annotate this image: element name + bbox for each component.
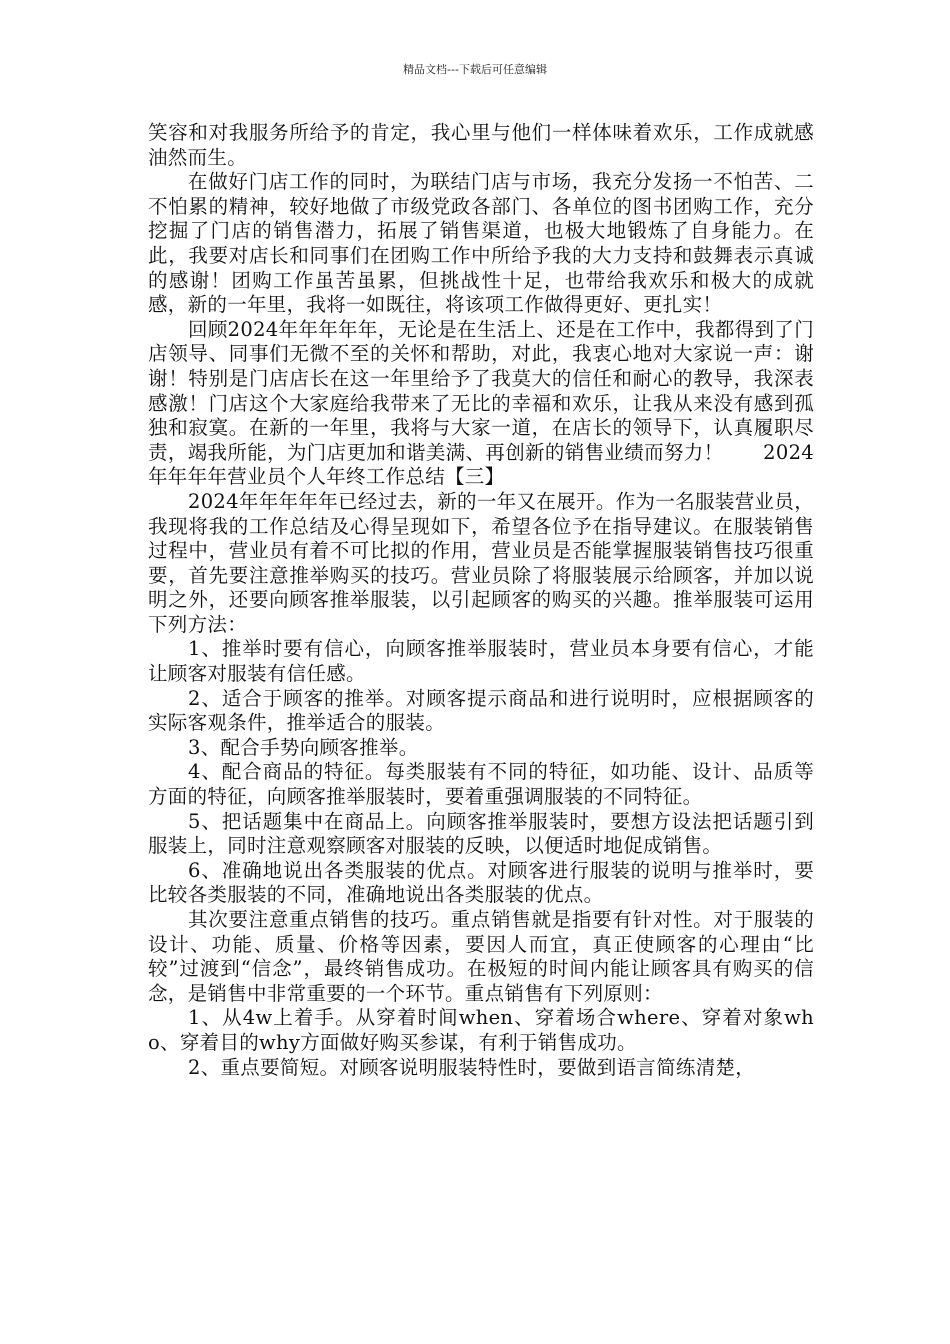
- list-item-2: 2、适合于顾客的推举。对顾客提示商品和进行说明时，应根据顾客的实际客观条件，推举适合的服装。: [148, 686, 814, 735]
- list-item-4: 4、配合商品的特征。每类服装有不同的特征，如功能、设计、品质等方面的特征，向顾客推举服装时，要着重强调服装的不同特征。: [148, 760, 814, 809]
- list-item-3: 3、配合手势向顾客推举。: [188, 735, 419, 759]
- paragraph-3: 回顾2024年年年年年，无论是在生活上、还是在工作中，我都得到了门店领导、同事们无微不至的关怀和帮助，对此，我衷心地对大家说一声：谢谢！特别是门店店长在这一年里给予了我莫大的信任和耐心的教导，我深表感激！门店这个大家庭给我带来了无比的幸福和欢乐，让我从来没有感到孤独和寂寞。在新的一年里，我将与大家一道，在店长的领导下，认真履职尽责，竭我所能，为门店更加和谐美满、再创新的销售业绩而努力！ 2024年年年年营业员个人年终工作总结【三】: [148, 317, 814, 489]
- list-item-8: 2、重点要简短。对顾客说明服装特性时，要做到语言简练清楚，: [188, 1055, 756, 1079]
- paragraph-2: 在做好门店工作的同时，为联结门店与市场，我充分发扬一不怕苦、二不怕累的精神，较好地做了市级党政各部门、各单位的图书团购工作，充分挖掘了门店的销售潜力，拓展了销售渠道，也极大地锻炼了自身能力。在此，我要对店长和同事们在团购工作中所给予我的大力支持和鼓舞表示真诚的感谢！团购工作虽苦虽累，但挑战性十足，也带给我欢乐和极大的成就感，新的一年里，我将一如既往，将该项工作做得更好、更扎实！: [148, 170, 814, 317]
- list-item-6: 6、准确地说出各类服装的优点。对顾客进行服装的说明与推举时，要比较各类服装的不同，准确地说出各类服装的优点。: [148, 858, 814, 907]
- list-item-7: 1、从4w上着手。从穿着时间when、穿着场合where、穿着对象who、穿着目的why方面做好购买参谋，有利于销售成功。: [148, 1006, 814, 1054]
- list-item-5: 5、把话题集中在商品上。向顾客推举服装时，要想方设法把话题引到服装上，同时注意观察顾客对服装的反映，以便适时地促成销售。: [148, 809, 814, 858]
- document-body: [148, 121, 814, 1080]
- paragraph-4: 2024年年年年年已经过去，新的一年又在展开。作为一名服装营业员，我现将我的工作总结及心得呈现如下，希望各位予在指导建议。在服装销售过程中，营业员有着不可比拟的作用，营业员是否能掌握服装销售技巧很重要，首先要注意推举购买的技巧。营业员除了将服装展示给顾客，并加以说明之外，还要向顾客推举服装，以引起顾客的购买的兴趣。推举服装可运用下列方法：: [148, 489, 814, 636]
- paragraph-1: 笑容和对我服务所给予的肯定，我心里与他们一样体味着欢乐，工作成就感油然而生。: [148, 121, 814, 169]
- paragraph-5: 其次要注意重点销售的技巧。重点销售就是指要有针对性。对于服装的设计、功能、质量、价格等因素，要因人而宜，真正使顾客的心理由“比较”过渡到“信念”，最终销售成功。在极短的时间内能让顾客具有购买的信念，是销售中非常重要的一个环节。重点销售有下列原则：: [148, 908, 814, 1005]
- list-item-1: 1、推举时要有信心，向顾客推举服装时，营业员本身要有信心，才能让顾客对服装有信任感。: [148, 637, 814, 686]
- page-header: 精品文档---下载后可任意编辑: [403, 63, 547, 76]
